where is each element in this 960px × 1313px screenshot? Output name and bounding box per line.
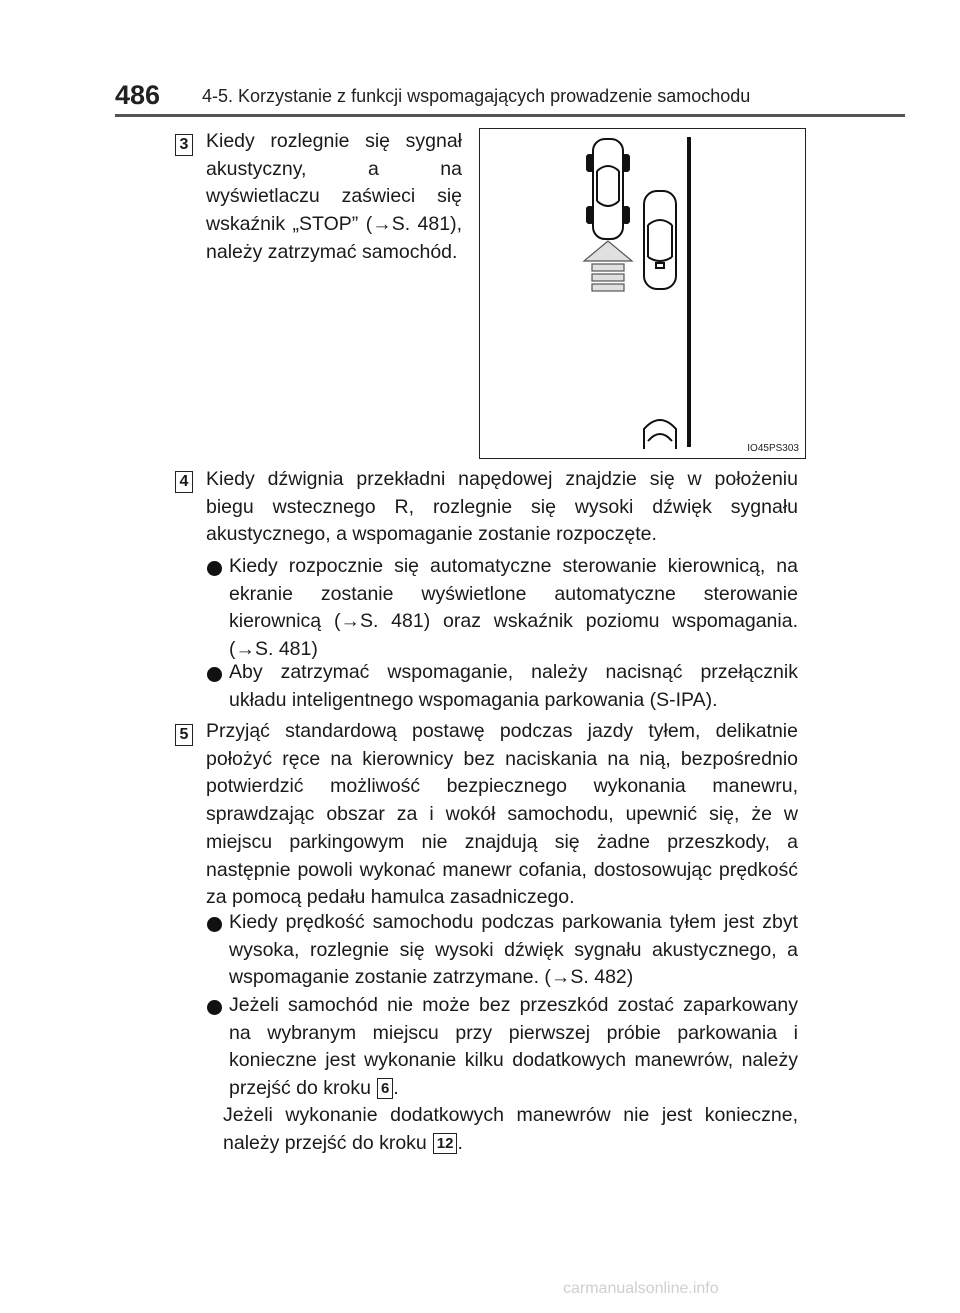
watermark: carmanualsonline.info [563, 1280, 719, 1297]
parking-illustration [479, 128, 806, 459]
step-3-text: Kiedy rozlegnie się sygnał akustyczny, a na wyświetlaczu zaświeci się wskaźnik „STOP” (→S. 481), należy zatrzymać samochód. [206, 130, 462, 263]
step-4-badge: 4 [175, 471, 193, 493]
step-4-bullet-2: Aby zatrzymać wspomaganie, należy nacisnąć przełącznik układu inteligentnego wspomagania parkowania (S-IPA). [229, 661, 798, 711]
bullet-dot [207, 917, 222, 932]
section-title: 4-5. Korzystanie z funkcji wspomagających prowadzenie samochodu [202, 86, 751, 106]
step-5-note-text: Jeżeli wykonanie dodatkowych manewrów nie jest konieczne, należy przejść do kroku [223, 1104, 798, 1154]
forward-arrow-icon [584, 241, 632, 291]
car-rear-icon [644, 420, 676, 449]
page-number: 486 [115, 80, 161, 110]
step-5-note [223, 1102, 798, 1157]
step-3-badge: 3 [175, 134, 193, 156]
step-5-note-end: . [457, 1131, 463, 1154]
step-5-bullet-1: Kiedy prędkość samochodu podczas parkowania tyłem jest zbyt wysoka, rozlegnie się wysoki dźwięk sygnału akustycznego, a wspomaganie zostanie zatrzymane. (→S. 482) [229, 911, 798, 989]
bullet-dot [207, 667, 222, 682]
parking-diagram [480, 129, 805, 458]
step-ref-12: 12 [433, 1133, 458, 1154]
car-parked-icon [644, 191, 676, 289]
car-own-icon [587, 139, 629, 239]
page-header [115, 78, 905, 118]
step-ref-6: 6 [377, 1078, 393, 1099]
step-5-bullet-2-text: Jeżeli samochód nie może bez przeszkód zostać zaparkowany na wybranym miejscu przy pierwszej próbie parkowania i konieczne jest wykonanie kilku dodatkowych manewrów, należy przejść do kroku [229, 994, 798, 1100]
step-5-bullet-2 [229, 992, 798, 1103]
bullet-dot [207, 561, 222, 576]
header-rule [115, 114, 905, 117]
step-5-text: Przyjąć standardową postawę podczas jazdy tyłem, delikatnie położyć ręce na kierownicy bez naciskania na nią, bezpośrednio potwierdzić możliwość bezpiecznego wykonania manewru, sprawdzając obszar za i wokół samochodu, upewnić się, że w miejscu parkingowym nie znajdują się żadne przeszkody, a następnie powoli wykonać manewr cofania, dostosowując prędkość za pomocą pedału hamulca zasadniczego. [206, 720, 798, 909]
step-4-bullet-1: Kiedy rozpocznie się automatyczne sterowanie kierownicą, na ekranie zostanie wyświetlone automatyczne sterowanie kierownicą (→S. 481) oraz wskaźnik poziomu wspomagania. (→S. 481) [229, 555, 798, 661]
step-5-bullet-2-end: . [393, 1077, 399, 1100]
bullet-dot [207, 1000, 222, 1015]
step-5-badge: 5 [175, 724, 193, 746]
figure-code: IO45PS303 [747, 443, 799, 454]
step-4-text: Kiedy dźwignia przekładni napędowej znajdzie się w położeniu biegu wstecznego R, rozlegnie się wysoki dźwięk sygnału akustycznego, a wspomaganie zostanie rozpoczęte. [206, 468, 798, 546]
